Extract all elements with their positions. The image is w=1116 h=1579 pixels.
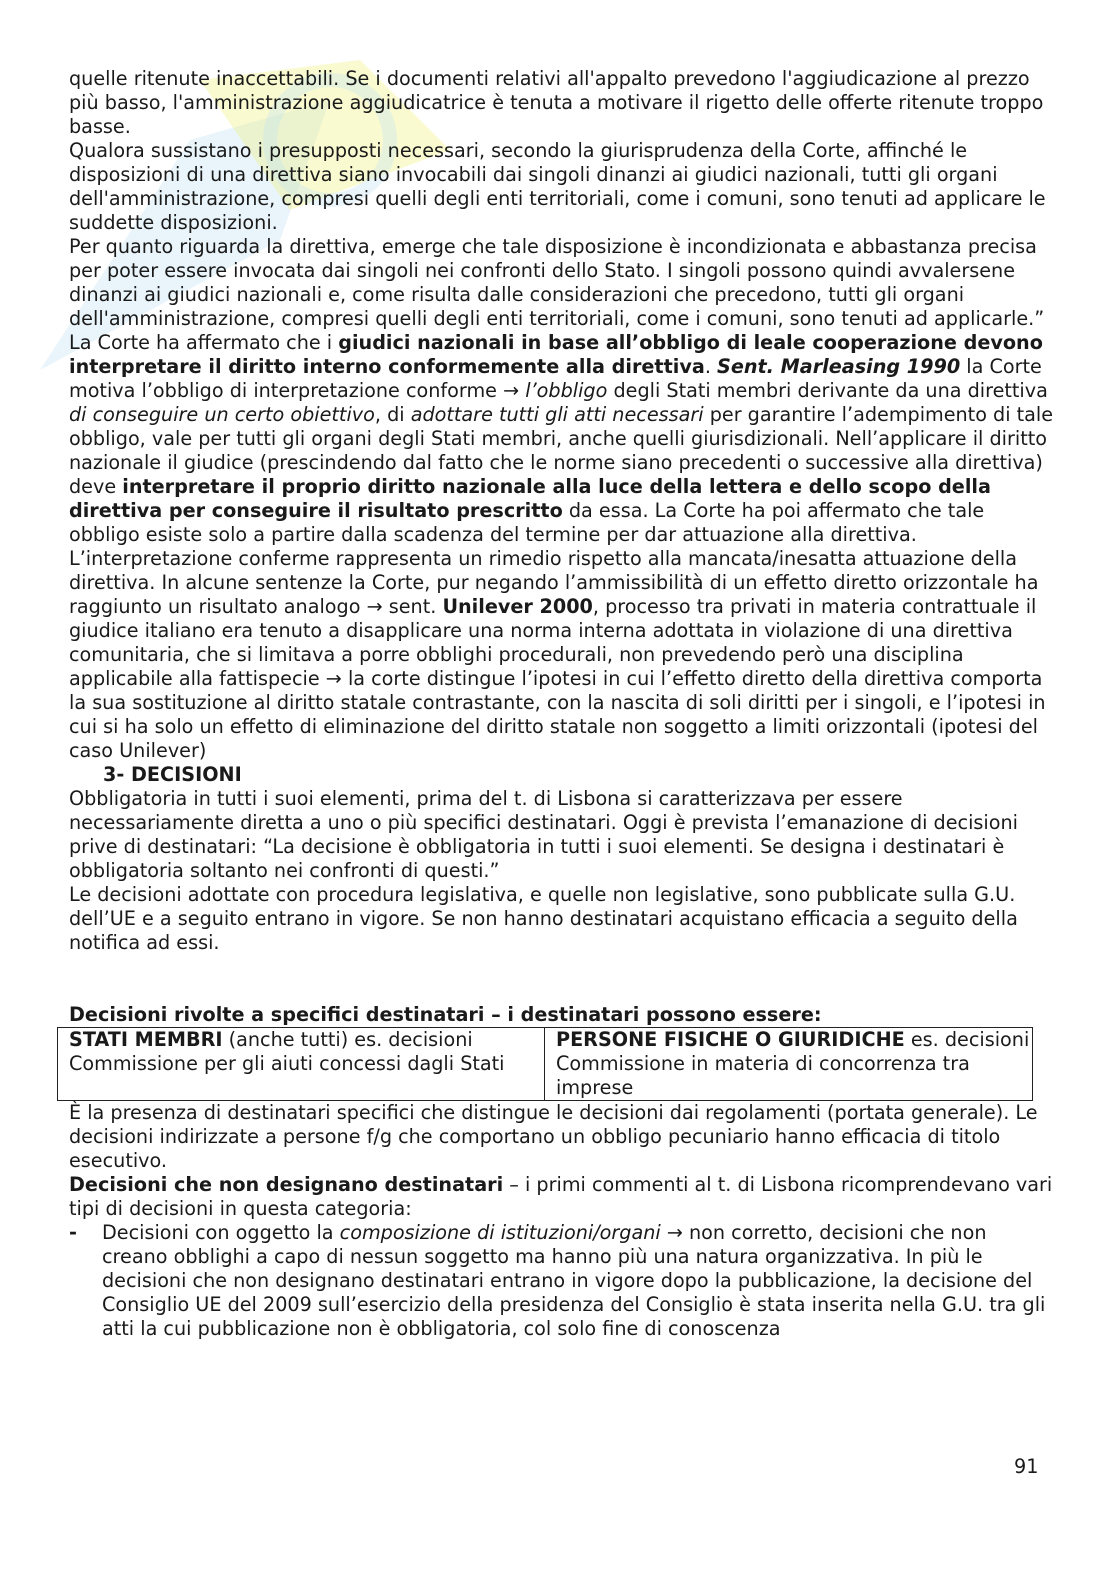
list-item: [69, 1221, 1054, 1341]
paragraph-appalto: quelle ritenute inaccettabili. Se i documenti relativi all'appalto prevedono l'aggiudicazione al prezzo più basso, l'amministrazione aggiudicatrice è tenuta a motivare il rigetto delle offerte ritenute troppo basse.: [69, 67, 1044, 138]
case-name-marleasing: Sent. Marleasing 1990: [717, 355, 961, 378]
bold-span: giudici nazionali in base all’obbligo di leale cooperazione devono interpretare il diritto interno conformemente alla direttiva: [69, 331, 1043, 378]
paragraph-obbligatoria: Obbligatoria in tutti i suoi elementi, prima del t. di Lisbona si caratterizzava per essere necessariamente diretta a uno o più specifici destinatari. Oggi è prevista l’emanazione di decisioni prive di destinatari: “La decisione è obbligatoria in tutti i suoi elementi. Se designa i destinatari è obbligatoria soltanto nei confronti di questi.”: [69, 787, 1018, 882]
paragraph-procedura: Le decisioni adottate con procedura legislativa, e quelle non legislative, sono pubblicate sulla G.U. dell’UE e a seguito entrano in vigore. Se non hanno destinatari acquistano efficacia a seguito della notifica ad essi.: [69, 883, 1018, 954]
text-span: , processo tra privati in materia contrattuale il giudice italiano era tenuto a disapplicare una norma interna adottata in violazione di una direttiva comunitaria, che si limitava a porre obblighi procedurali, non prevedendo però una disciplina applicabile alla fattispecie: [69, 595, 1037, 690]
bold-span: PERSONE FISICHE O GIURIDICHE: [556, 1028, 905, 1051]
table-cell-stati-membri: [58, 1028, 545, 1101]
text-span: – i primi commenti al t. di Lisbona ricomprendevano vari tipi di decisioni in questa categoria:: [69, 1173, 1053, 1220]
table-cell-persone: [545, 1028, 1033, 1101]
italic-span: adottare tutti gli atti necessari: [410, 403, 704, 426]
arrow-icon: →: [325, 667, 342, 690]
paragraph-regolamenti: È la presenza di destinatari specifici che distingue le decisioni dai regolamenti (portata generale). Le decisioni indirizzate a persone f/g che comportano un obbligo pecuniario hanno efficacia di titolo esecutivo.: [69, 1101, 1038, 1172]
text-span: la Corte motiva l’obbligo di interpretazione conforme: [69, 355, 1042, 402]
table-title: Decisioni rivolte a specifici destinatari – i destinatari possono essere:: [69, 1003, 822, 1026]
bullet-dash: -: [69, 1221, 77, 1244]
paragraph-presupposti: Qualora sussistano i presupposti necessari, secondo la giurisprudenza della Corte, affinché le disposizioni di una direttiva siano invocabili dai singoli dinanzi ai giudici nazionali, tutti gli organi dell'amministrazione, compresi quelli degli enti territoriali, come i comuni, sono tenuti ad applicare le suddette disposizioni.: [69, 139, 1046, 234]
arrow-icon: →: [503, 379, 520, 402]
spacer: [69, 955, 1054, 1003]
text-span: es. decisioni Commissione in materia di concorrenza tra imprese: [556, 1028, 1030, 1099]
case-name-unilever: Unilever 2000: [442, 595, 593, 618]
text-span: (anche tutti) es. decisioni Commissione per gli aiuti concessi dagli Stati: [69, 1028, 505, 1075]
paragraph-no-destinatari: [69, 1173, 1054, 1221]
page-content: [69, 67, 1054, 1341]
text-span: per garantire l’adempimento di tale obbligo, vale per tutti gli organi degli Stati membri, anche quelli giurisdizionali. Nell’applicare il diritto nazionale il giudice (prescindendo dal fatto che le norme siano precedenti o successive alla direttiva) deve: [69, 403, 1054, 498]
bold-span: interpretare il proprio diritto nazionale alla luce della lettera e dello scopo della direttiva per conseguire il risultato prescritto: [69, 475, 991, 522]
text-span: la corte distingue l’ipotesi in cui l’effetto diretto della direttiva comporta la sua sostituzione al diritto statale contrastante, con la nascita di soli diritti per i singoli, e l’ipotesi in cui si ha solo un effetto di eliminazione del diritto statale non soggetto a limiti orizzontali (ipotesi del caso Unilever): [69, 667, 1046, 762]
paragraph-direttiva: Per quanto riguarda la direttiva, emerge che tale disposizione è incondizionata e abbastanza precisa per poter essere invocata dai singoli nei confronti dello Stato. I singoli possono quindi avvalersene dinanzi ai giudici nazionali e, come risulta dalle considerazioni che precedono, tutti gli organi dell'amministrazione, compresi quelli degli enti territoriali, come i comuni, sono tenuti ad applicarle.”: [69, 235, 1045, 330]
italic-span: l’obbligo: [519, 379, 608, 402]
italic-span: di conseguire un certo obiettivo: [69, 403, 375, 426]
text-span: La Corte ha affermato che i: [69, 331, 339, 354]
table-row: [58, 1028, 1033, 1101]
text-span: da essa. La Corte ha poi affermato che tale obbligo esiste solo a partire dalla scadenza del termine per dar attuazione alla direttiva. L’interpretazione conferme rappresenta un rimedio rispetto alla mancata/inesatta attuazione della direttiva. In alcune sentenze la Corte, pur negando l’ammissibilità di un effetto diretto orizzontale ha raggiunto un risultato analogo: [69, 499, 1039, 618]
text-span: .: [704, 355, 718, 378]
text-span: , di: [374, 403, 411, 426]
italic-span: composizione di istituzioni/organi: [339, 1221, 661, 1244]
text-span: non corretto, decisioni che non creano obblighi a capo di nessun soggetto ma hanno più una natura organizzativa. In più le decisioni che non designano destinatari entrano in vigore dopo la pubblicazione, la decisione del Consiglio UE del 2009 sull’esercizio della presidenza del Consiglio è stata inserita nella G.U. tra gli atti la cui pubblicazione non è obbligatoria, col solo fine di conoscenza: [102, 1221, 1046, 1340]
bold-span: STATI MEMBRI: [69, 1028, 223, 1051]
section-heading-decisioni: 3- DECISIONI: [103, 763, 242, 786]
arrow-icon: →: [660, 1221, 683, 1244]
destinatari-table: [57, 1027, 1033, 1101]
text-span: sent.: [382, 595, 443, 618]
text-span: degli Stati membri derivante da una direttiva: [607, 379, 1048, 402]
page-number: 91: [1014, 1455, 1039, 1478]
list-item-text: [102, 1221, 1054, 1341]
bold-span: Decisioni che non designano destinatari: [69, 1173, 504, 1196]
paragraph-interpretazione-conforme: [69, 331, 1054, 763]
text-span: Decisioni con oggetto la: [102, 1221, 340, 1244]
arrow-icon: →: [366, 595, 383, 618]
